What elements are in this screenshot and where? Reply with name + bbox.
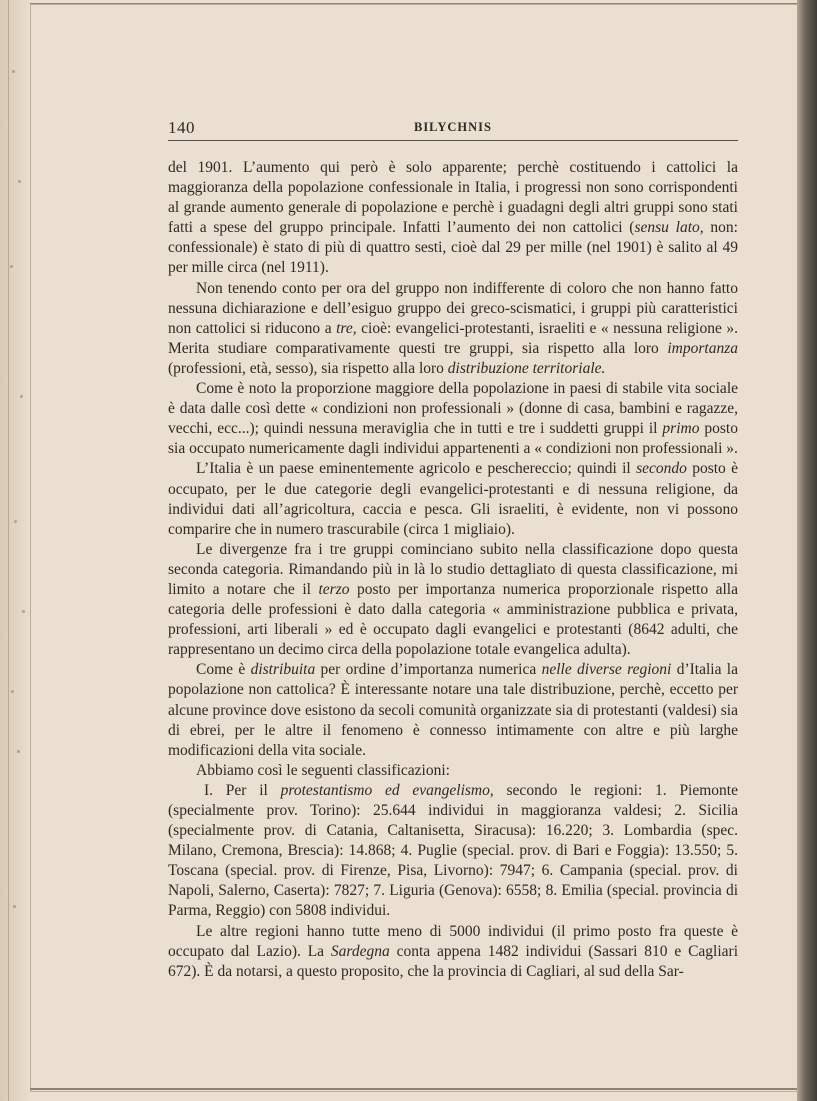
- page-number: 140: [168, 118, 195, 137]
- text-run: L’Italia è un paese eminentemente agricolo e peschereccio; quindi il: [196, 460, 637, 478]
- italic-text: protestantismo ed evangelismo,: [280, 781, 494, 799]
- text-run: Le altre regioni hanno tutte meno di 5000 individui (il primo posto fra queste è occupato dal Lazio). La: [168, 922, 738, 960]
- paragraph: [168, 781, 738, 922]
- text-run: I. Per il: [204, 781, 281, 799]
- text-run: del 1901. L’aumento qui però è solo apparente; perchè costituendo i cattolici la maggioranza della popolazione confessionale in Italia, i progressi non sono corrispondenti al grande aumento generale di popolazione e perchè i guadagni degli altri gruppi sono stati fatti a spese del gruppo principale. Infatti l’aumento dei non cattolici (: [168, 159, 738, 237]
- speck: [20, 395, 23, 398]
- speck: [13, 905, 16, 908]
- speck: [10, 265, 13, 268]
- text-run: (professioni, età, sesso), sia rispetto alla loro: [168, 359, 448, 377]
- speck: [18, 180, 21, 183]
- italic-text: tre,: [336, 319, 357, 337]
- text-run: Come è: [196, 661, 251, 679]
- italic-text: Sardegna: [330, 942, 390, 960]
- paragraph: [168, 660, 738, 760]
- paragraph: [168, 459, 738, 539]
- journal-title: BILYCHNIS: [413, 120, 492, 134]
- italic-text: sensu lato,: [634, 219, 704, 237]
- text-run: d’Italia la popolazione non cattolica? È interessante notare una tale distribuzione, perchè, eccetto per alcune province dove esistono da secoli comunità organizzate sia di protestanti (valdesi) sia di ebrei, per le altre il fenomeno è connesso intimamente con altre e più larghe modificazioni della vita sociale.: [168, 661, 738, 759]
- text-run: per ordine d’importanza numerica: [315, 661, 542, 679]
- text-run: Abbiamo così le seguenti classificazioni:: [196, 761, 450, 779]
- text-run: conta appena 1482 individui (Sassari 810 e Cagliari 672). È da notarsi, a questo proposito, che la provincia di Cagliari, al sud della Sar-: [168, 942, 738, 980]
- text-run: secondo le regioni: 1. Piemonte (specialmente prov. Torino): 25.644 individui in maggioranza valdesi; 2. Sicilia (specialmente prov. di Catania, Caltanisetta, Siracusa): 16.220; 3. Lombardia (spec. Milano, Cremona, Brescia): 14.868; 4. Puglie (special. prov. di Bari e Foggia): 13.550; 5. Toscana (special. prov. di Firenze, Pisa, Livorno): 7947; 6. Campania (special. prov. di Napoli, Salerno, Caserta): 7827; 7. Liguria (Genova): 6558; 8. Emilia (special. provincia di Parma, Reggio) con 5808 individui.: [168, 781, 738, 920]
- bottom-edge-rule: [30, 1088, 800, 1090]
- italic-text: secondo: [636, 460, 687, 478]
- right-page-edge: [797, 0, 817, 1101]
- text-run: posto è occupato, per le due categorie degli evangelici-protestanti e di nessuna religione, da individui dati all’agricoltura, caccia e pesca. Gli israeliti, è evidente, non vi possono comparire che in numero trascurabile (circa 1 migliaio).: [168, 460, 738, 538]
- speck: [12, 70, 15, 73]
- italic-text: distribuita: [250, 661, 316, 679]
- body-text: [168, 158, 738, 982]
- italic-text: primo: [662, 420, 700, 438]
- speck: [17, 750, 20, 753]
- header-rule: [168, 140, 738, 141]
- paragraph: [168, 922, 738, 982]
- text-run: Le divergenze fra i tre gruppi cominciano subito nella classificazione dopo questa seconda categoria. Rimandando più in là lo studio dettagliato di questa classificazione, mi limito a notare che il: [168, 540, 738, 598]
- italic-text: nelle diverse regioni: [541, 661, 672, 679]
- text-run: cioè: evangelici-protestanti, israeliti e « nessuna religione ». Merita studiare comparativamente questi tre gruppi, sia rispetto alla loro: [168, 319, 738, 357]
- paragraph: [168, 540, 738, 661]
- paper-specks: [0, 0, 30, 1101]
- text-run: non: confessionale) è stato di più di quattro sesti, cioè dal 29 per mille (nel 1901) è salito al 49 per mille circa (nel 1911).: [168, 219, 738, 277]
- italic-text: distribuzione territoriale.: [447, 359, 606, 377]
- text-run: Come è noto la proporzione maggiore della popolazione in paesi di stabile vita sociale è data dalle così dette « condizioni non professionali » (donne di casa, bambini e ragazze, vecchi, ecc...); quindi nessuna meraviglia che in tutti e tre i suddetti gruppi il: [168, 380, 738, 438]
- speck: [22, 610, 25, 613]
- running-head: [168, 116, 738, 144]
- paragraph: [168, 279, 738, 379]
- paragraph: [168, 761, 738, 781]
- paragraph: [168, 158, 738, 279]
- text-run: Non tenendo conto per ora del gruppo non indifferente di coloro che non hanno fatto nessuna dichiarazione e dell’esiguo gruppo dei greco-scismatici, i gruppi più caratteristici non cattolici si riducono a: [168, 279, 738, 337]
- speck: [14, 520, 17, 523]
- italic-text: terzo: [318, 580, 350, 598]
- text-run: posto sia occupato numericamente dagli individui appartenenti a « condizioni non professionali ».: [168, 420, 738, 458]
- paragraph: [168, 379, 738, 459]
- italic-text: importanza: [667, 339, 738, 357]
- speck: [11, 690, 14, 693]
- text-run: posto per importanza numerica proporzionale rispetto alla categoria delle professioni è dato dalla categoria « amministrazione pubblica e privata, professioni, arti liberali » ed è occupato dagli evangelici e protestanti (8642 adulti, che rappresentano un decimo circa della popolazione totale evangelica adulta).: [168, 580, 738, 659]
